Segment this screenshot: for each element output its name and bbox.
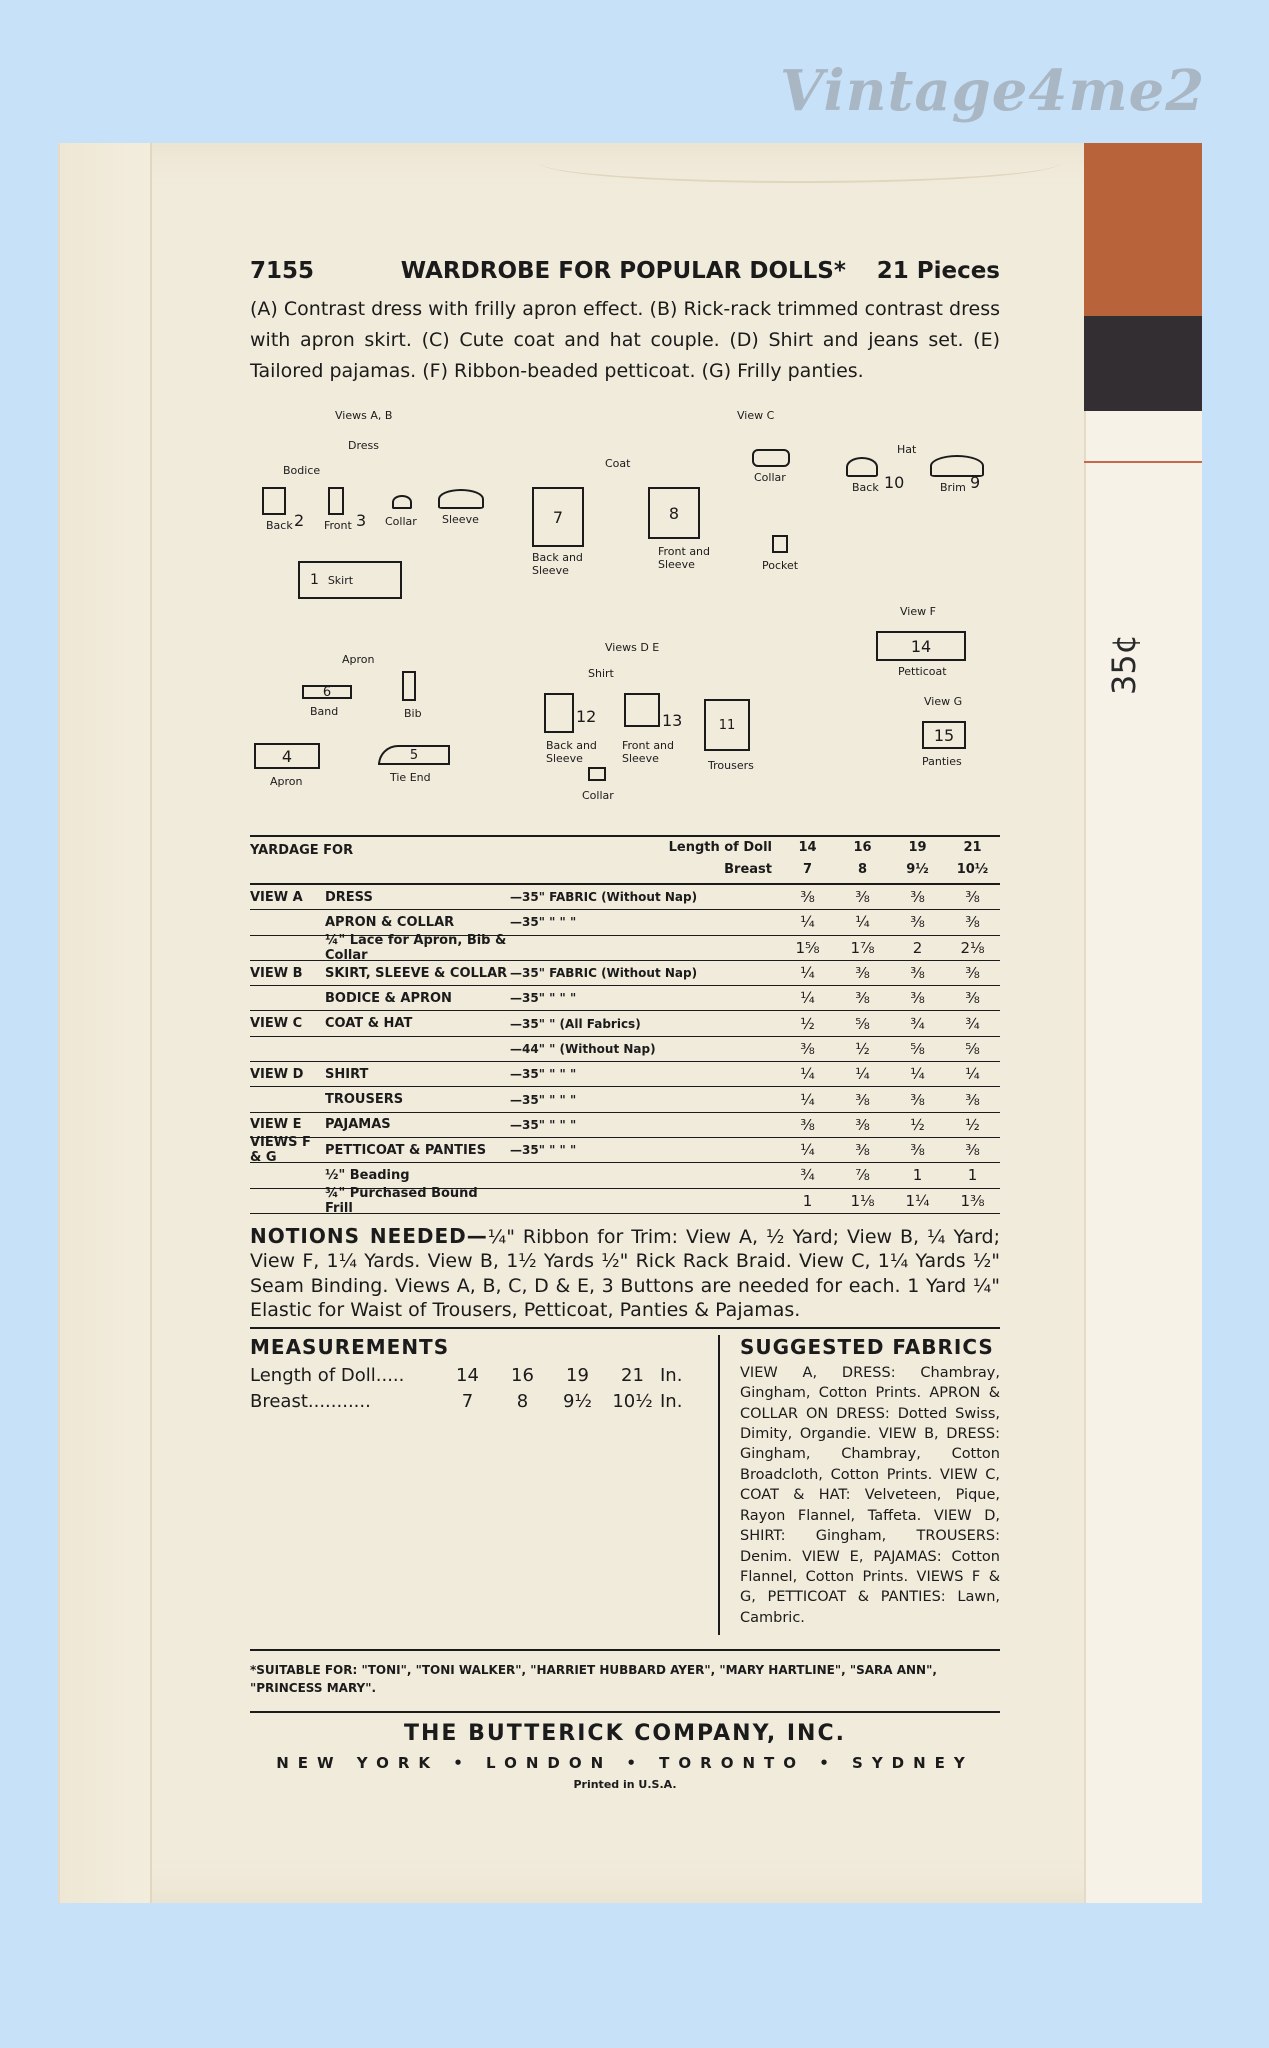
row-value: ¼ — [800, 1065, 815, 1084]
row-value: ¼ — [965, 1065, 980, 1084]
pattern-header — [250, 258, 1000, 284]
row-value: ⅜ — [855, 964, 870, 983]
label-hat-back: Back — [852, 481, 879, 494]
row-value: ¼ — [800, 913, 815, 932]
piece-petticoat: 14 — [876, 631, 966, 661]
row-value: 1 — [912, 1166, 923, 1185]
row-view: VIEWS F & G — [250, 1135, 311, 1166]
label-views-ab: Views A, B — [335, 409, 393, 422]
row-item: PETTICOAT & PANTIES — [325, 1142, 487, 1158]
piece-bodice-front — [328, 487, 344, 515]
label-front: Front — [324, 519, 352, 532]
row-value: 1 — [802, 1191, 813, 1210]
piece-bib — [402, 671, 416, 701]
piece-number-9: 9 — [970, 473, 981, 492]
label-petticoat: Petticoat — [898, 665, 947, 678]
row-value: ⅜ — [800, 888, 815, 907]
row-value: ⅜ — [855, 1141, 870, 1160]
pattern-number: 7155 — [250, 258, 315, 284]
label-apron-group: Apron — [342, 653, 375, 666]
label-apron: Apron — [270, 775, 303, 788]
row-value: ⅜ — [910, 989, 925, 1008]
suggested-fabrics-heading: SUGGESTED FABRICS — [740, 1334, 994, 1359]
row-value: ¼ — [800, 964, 815, 983]
breast-label: Breast — [724, 862, 772, 877]
pattern-pieces-diagram — [250, 409, 1000, 829]
row-value: ¼ — [855, 1065, 870, 1084]
piece-number-2: 2 — [294, 511, 305, 530]
row-value: ⅜ — [800, 1115, 815, 1134]
label-coat: Coat — [605, 457, 631, 470]
row-value: 2 — [912, 938, 923, 957]
row-value: ½ — [965, 1115, 980, 1134]
row-fabric: —35" " " " — [510, 1143, 577, 1158]
row-fabric: —35" " " " — [510, 915, 577, 930]
piece-band: 6 — [302, 685, 352, 699]
size-breast: 8 — [857, 862, 868, 877]
label-shirt-collar: Collar — [582, 789, 614, 802]
piece-number-10: 10 — [884, 473, 905, 492]
piece-shirt-front — [624, 693, 660, 727]
measurements-heading: MEASUREMENTS — [250, 1334, 450, 1359]
row-value: 2⅛ — [960, 938, 985, 957]
row-value: ⅜ — [965, 913, 980, 932]
piece-sleeve — [438, 489, 484, 509]
yardage-row — [250, 986, 1000, 1011]
row-value: ⅜ — [965, 1090, 980, 1109]
size-breast: 7 — [802, 862, 813, 877]
size-breast: 10½ — [956, 862, 989, 877]
length-of-doll-label: Length of Doll — [668, 840, 772, 855]
label-dress: Dress — [348, 439, 379, 452]
row-fabric: —35" " " " — [510, 1067, 577, 1082]
label-panties: Panties — [922, 755, 962, 768]
piece-number-12: 12 — [576, 707, 597, 726]
row-value: ⅜ — [965, 1141, 980, 1160]
label-coat-collar: Collar — [754, 471, 786, 484]
row-value: ¼ — [800, 1090, 815, 1109]
row-value: ¼ — [855, 913, 870, 932]
row-value: ¾ — [910, 1014, 925, 1033]
row-value: 1⅛ — [850, 1191, 875, 1210]
yardage-row — [250, 1185, 1000, 1216]
suggested-fabrics-text: VIEW A, DRESS: Chambray, Gingham, Cotton Prints. APRON & COLLAR ON DRESS: Dotted Swiss, Dimity, Organdie. VIEW B, DRESS: Gingham, Chambray, Cotton Broadcloth, Cotton Prints. VIEW C, COAT & HAT: Velveteen, Pique, Rayon Flannel, Taffeta. VIEW D, SHIRT: Gingham, TROUSERS: Denim. VIEW E, PAJAMAS: Cotton Flannel, Cotton Prints. VIEWS F & G, PETTICOAT & PANTIES: Lawn, Cambric. — [740, 1364, 1000, 1626]
label-bib: Bib — [404, 707, 422, 720]
row-item: BODICE & APRON — [325, 990, 452, 1006]
yardage-header — [250, 837, 1000, 885]
lower-section — [250, 1335, 1000, 1635]
row-value: ¾ — [965, 1014, 980, 1033]
label-brim: Brim — [940, 481, 966, 494]
row-value: 1¼ — [905, 1191, 930, 1210]
row-item: SKIRT, SLEEVE & COLLAR — [325, 965, 508, 981]
piece-number-3: 3 — [356, 511, 367, 530]
piece-count: 21 Pieces — [876, 258, 1000, 284]
yardage-row — [250, 1113, 1000, 1138]
row-value: ⅞ — [855, 1166, 870, 1185]
row-value: ⅜ — [910, 1141, 925, 1160]
row-item: SHIRT — [325, 1066, 369, 1082]
label-views-de: Views D E — [605, 641, 660, 654]
row-view: VIEW B — [250, 965, 303, 981]
label-tie-end: Tie End — [390, 771, 431, 784]
color-band-dark — [1084, 316, 1202, 411]
row-fabric: —35" " " " — [510, 991, 577, 1006]
label-shirt-back-sleeve: Back and Sleeve — [546, 739, 597, 765]
yardage-row — [250, 1037, 1000, 1062]
row-value: 1⅞ — [850, 938, 875, 957]
row-item: TROUSERS — [325, 1092, 404, 1108]
row-item: COAT & HAT — [325, 1016, 413, 1032]
row-value: ¼ — [910, 1065, 925, 1084]
piece-tie-end: 5 — [378, 745, 450, 765]
row-value: ⅜ — [910, 888, 925, 907]
piece-panties: 15 — [922, 721, 966, 749]
piece-bodice-back — [262, 487, 286, 515]
label-collar: Collar — [385, 515, 417, 528]
row-item: DRESS — [325, 889, 373, 905]
piece-coat-front: 8 — [648, 487, 700, 539]
notions-section — [250, 1224, 1000, 1329]
color-band-orange — [1084, 143, 1202, 316]
row-value: ⅜ — [800, 1039, 815, 1058]
measurements-section — [250, 1335, 720, 1635]
yardage-row — [250, 961, 1000, 986]
row-item: ¼" Lace for Apron, Bib & Collar — [325, 932, 507, 963]
row-fabric: —35" " (All Fabrics) — [510, 1016, 641, 1031]
piece-coat-collar — [752, 449, 790, 467]
company-name: THE BUTTERICK COMPANY, INC. — [404, 1720, 846, 1746]
row-value: ½ — [855, 1039, 870, 1058]
label-hat: Hat — [897, 443, 917, 456]
row-value: 1⅜ — [960, 1191, 985, 1210]
piece-coat-back: 7 — [532, 487, 584, 547]
yardage-row — [250, 1135, 1000, 1166]
yardage-row — [250, 1087, 1000, 1112]
size-length: 14 — [798, 840, 817, 855]
piece-hat-back — [846, 457, 878, 477]
yardage-title: YARDAGE FOR — [250, 843, 354, 858]
row-value: ⅜ — [910, 1090, 925, 1109]
piece-shirt-back — [544, 693, 574, 733]
label-pocket: Pocket — [762, 559, 799, 572]
size-length: 21 — [963, 840, 982, 855]
piece-pocket — [772, 535, 788, 553]
pattern-title: WARDROBE FOR POPULAR DOLLS* — [400, 258, 846, 284]
label-back: Back — [266, 519, 293, 532]
yardage-table — [250, 835, 1000, 1214]
row-fabric: —35" FABRIC (Without Nap) — [510, 966, 698, 981]
label-bodice: Bodice — [283, 464, 321, 477]
row-view: VIEW E — [250, 1117, 302, 1133]
label-view-g: View G — [924, 695, 963, 708]
color-band-line — [1084, 461, 1202, 463]
row-fabric: —44" " (Without Nap) — [510, 1041, 656, 1056]
yardage-row — [250, 1062, 1000, 1087]
row-value: ⅜ — [965, 989, 980, 1008]
piece-collar — [392, 495, 412, 509]
row-value: ½ — [800, 1014, 815, 1033]
yardage-rows — [250, 885, 1000, 1214]
suitable-for-note: *SUITABLE FOR: "TONI", "TONI WALKER", "HARRIET HUBBARD AYER", "MARY HARTLINE", "SARA ANN", "PRINCESS MARY". — [250, 1649, 1000, 1697]
measurements-breast-row: Breast........... 7 8 9½ 10½ In. — [250, 1390, 683, 1412]
label-sleeve: Sleeve — [442, 513, 479, 526]
piece-trousers: 11 — [704, 699, 750, 751]
envelope-right-flap — [1084, 143, 1202, 1903]
yardage-row — [250, 885, 1000, 910]
label-view-f: View F — [900, 605, 936, 618]
envelope-top-fold — [540, 143, 1060, 183]
row-value: ⅜ — [910, 964, 925, 983]
label-band: Band — [310, 705, 339, 718]
row-view: VIEW A — [250, 889, 303, 905]
yardage-row — [250, 1011, 1000, 1036]
watermark-text: Vintage4me2 — [780, 58, 1206, 124]
row-value: ⅜ — [910, 913, 925, 932]
size-length: 19 — [908, 840, 927, 855]
row-value: ⅝ — [965, 1039, 980, 1058]
label-front-sleeve: Front and Sleeve — [658, 545, 711, 571]
suggested-fabrics-section — [720, 1335, 1000, 1635]
row-value: ⅜ — [855, 989, 870, 1008]
row-value: ⅜ — [965, 964, 980, 983]
size-breast: 9½ — [906, 862, 929, 877]
label-shirt-front-sleeve: Front and Sleeve — [622, 739, 675, 765]
piece-apron: 4 — [254, 743, 320, 769]
row-view: VIEW D — [250, 1066, 304, 1082]
row-value: ⅝ — [855, 1014, 870, 1033]
row-value: 1⅝ — [795, 938, 820, 957]
row-view: VIEW C — [250, 1016, 303, 1032]
label-trousers: Trousers — [708, 759, 754, 772]
piece-skirt: 1 Skirt — [298, 561, 402, 599]
company-cities: NEW YORK • LONDON • TORONTO • SYDNEY — [276, 1753, 974, 1772]
row-item: APRON & COLLAR — [325, 914, 455, 930]
pattern-description: (A) Contrast dress with frilly apron effect. (B) Rick-rack trimmed contrast dress with apron skirt. (C) Cute coat and hat couple. (D) Shirt and jeans set. (E) Tailored pajamas. (F) Ribbon-beaded petticoat. (G) Frilly panties. — [250, 298, 1000, 382]
row-value: ⅜ — [855, 1115, 870, 1134]
notions-heading: NOTIONS NEEDED— — [250, 1223, 488, 1248]
label-view-c: View C — [737, 409, 775, 422]
row-item: ¾" Purchased Bound Frill — [325, 1185, 478, 1216]
row-value: ½ — [910, 1115, 925, 1134]
row-value: ⅜ — [965, 888, 980, 907]
piece-shirt-collar — [588, 767, 606, 781]
row-fabric: —35" " " " — [510, 1117, 577, 1132]
row-fabric: —35" FABRIC (Without Nap) — [510, 890, 698, 905]
row-value: ¼ — [800, 989, 815, 1008]
row-fabric: —35" " " " — [510, 1092, 577, 1107]
size-length: 16 — [853, 840, 872, 855]
label-shirt: Shirt — [588, 667, 614, 680]
yardage-row — [250, 932, 1000, 963]
price-label: 35¢ — [1105, 633, 1143, 695]
pattern-back-content — [250, 258, 1000, 1791]
row-value: ⅜ — [855, 1090, 870, 1109]
label-back-sleeve: Back and Sleeve — [532, 551, 583, 577]
row-item: PAJAMAS — [325, 1117, 391, 1133]
row-value: ¼ — [800, 1141, 815, 1160]
row-value: 1 — [967, 1166, 978, 1185]
notions-text: ¼" Ribbon for Trim: View A, ½ Yard; View B, ¼ Yard; View F, 1¼ Yards. View B, 1½ Yards ½" Rick Rack Braid. View C, 1¼ Yards ½" Seam Binding. Views A, B, C, D & E, 3 Buttons are needed for each. 1 Yard ¼" Elastic for Waist of Trousers, Petticoat, Panties & Pajamas. — [250, 1225, 1001, 1322]
envelope-left-flap — [60, 143, 152, 1903]
row-value: ⅝ — [910, 1039, 925, 1058]
row-value: ¾ — [800, 1166, 815, 1185]
row-value: ⅜ — [855, 888, 870, 907]
printed-in: Printed in U.S.A. — [573, 1777, 677, 1791]
company-footer — [250, 1711, 1000, 1791]
piece-number-13: 13 — [662, 711, 683, 730]
measurements-length-row: Length of Doll..... 14 16 19 21 In. — [250, 1364, 683, 1386]
row-item: ½" Beading — [325, 1167, 410, 1183]
